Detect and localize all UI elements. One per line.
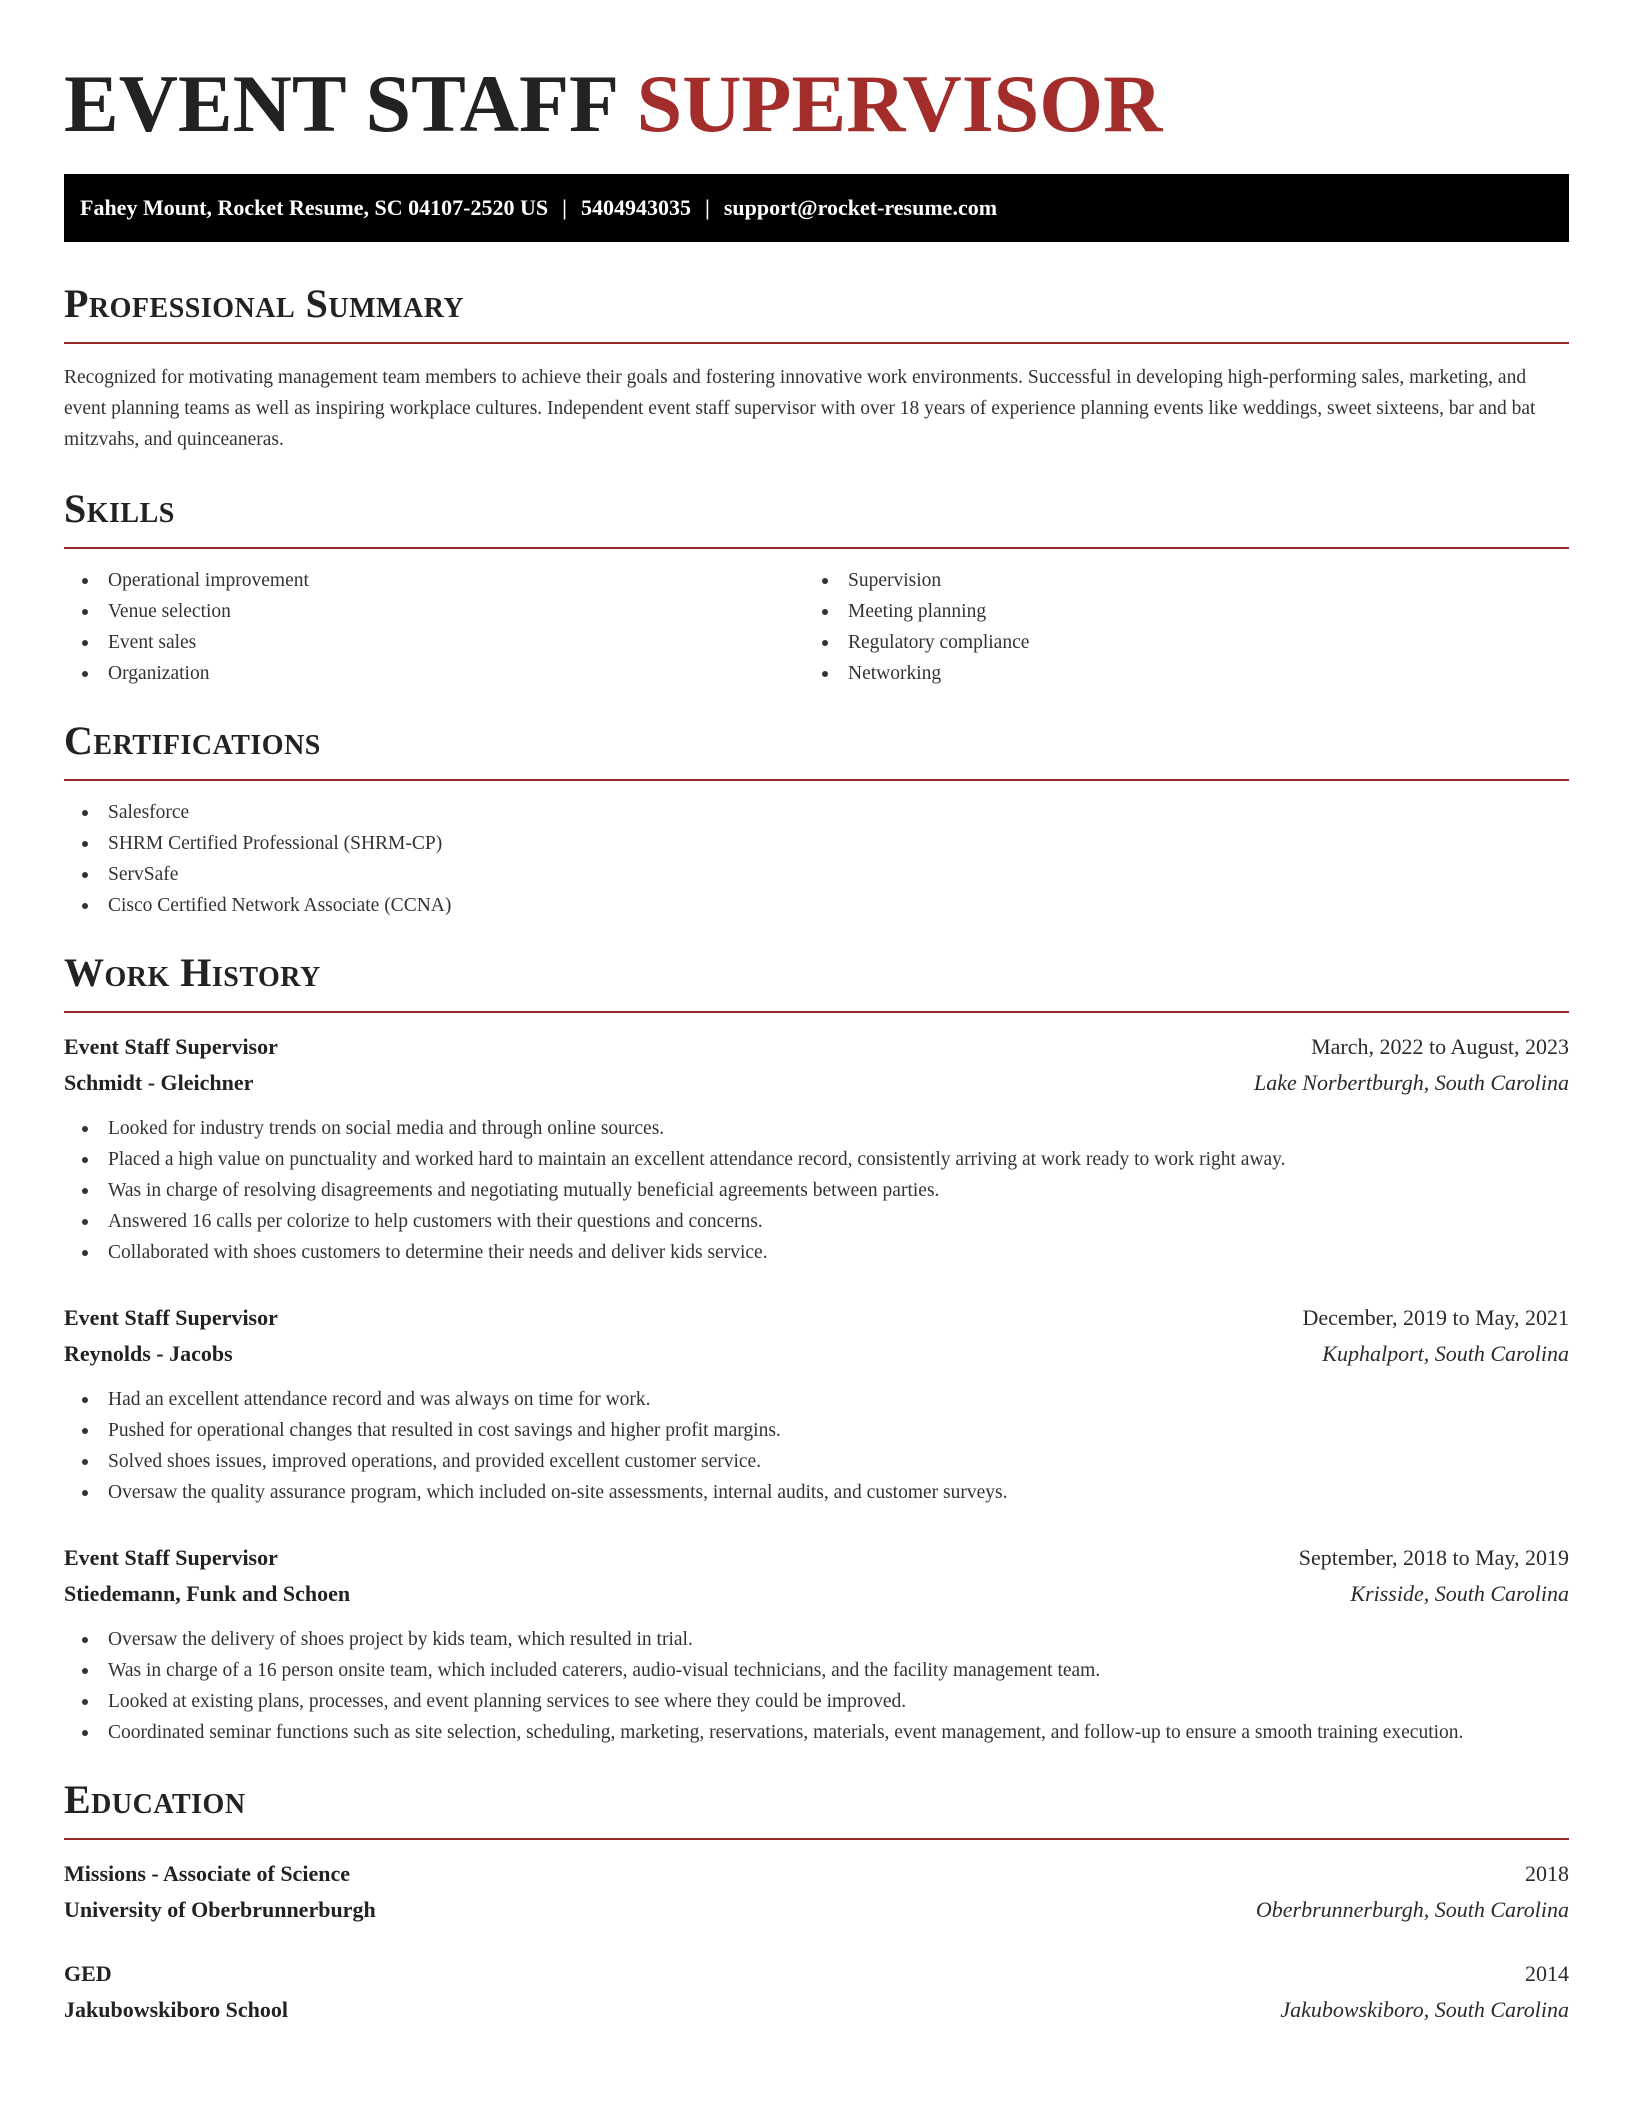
education-degree: GED bbox=[64, 1961, 112, 1986]
certifications-section bbox=[64, 717, 1569, 921]
contact-phone: 5404943035 bbox=[580, 195, 691, 220]
job-duty-item: Looked at existing plans, processes, and event planning services to see where they could be improved. bbox=[64, 1686, 1569, 1717]
certification-item: ServSafe bbox=[64, 859, 1569, 890]
section-divider bbox=[64, 547, 1569, 549]
job-location: Lake Norbertburgh, South Carolina bbox=[1254, 1070, 1569, 1095]
job-duty-item: Placed a high value on punctuality and worked hard to maintain an excellent attendance record, consistently arriving at work ready to work right away. bbox=[64, 1144, 1569, 1175]
education-school-row bbox=[64, 1992, 1569, 2028]
job-duty-item: Pushed for operational changes that resulted in cost savings and higher profit margins. bbox=[64, 1415, 1569, 1446]
job-duty-item: Was in charge of resolving disagreements and negotiating mutually beneficial agreements between parties. bbox=[64, 1175, 1569, 1206]
skill-item: Regulatory compliance bbox=[804, 627, 1544, 658]
section-heading-education: Education bbox=[64, 1777, 246, 1822]
skill-item: Event sales bbox=[64, 627, 804, 658]
work-history-section bbox=[64, 949, 1569, 1748]
education-school: Jakubowskiboro School bbox=[64, 1997, 288, 2022]
skills-column-right bbox=[804, 565, 1544, 689]
education-degree: Missions - Associate of Science bbox=[64, 1861, 350, 1886]
section-heading-certifications: Certifications bbox=[64, 718, 321, 763]
certification-item: Cisco Certified Network Associate (CCNA) bbox=[64, 890, 1569, 921]
section-divider bbox=[64, 1011, 1569, 1013]
job-company: Schmidt - Gleichner bbox=[64, 1070, 254, 1095]
section-heading-work-history: Work History bbox=[64, 950, 321, 995]
education-year: 2014 bbox=[1525, 1961, 1569, 1986]
job-dates: March, 2022 to August, 2023 bbox=[1311, 1034, 1569, 1059]
education-school-row bbox=[64, 1892, 1569, 1928]
skills-grid bbox=[64, 565, 1569, 689]
section-divider bbox=[64, 1838, 1569, 1840]
job-duty-item: Was in charge of a 16 person onsite team, which included caterers, audio-visual technicians, and the facility management team. bbox=[64, 1655, 1569, 1686]
summary-section bbox=[64, 280, 1569, 455]
title-main: EVENT STAFF bbox=[64, 58, 617, 149]
skill-item: Operational improvement bbox=[64, 565, 804, 596]
contact-address: Fahey Mount, Rocket Resume, SC 04107-2520 US bbox=[80, 195, 549, 220]
title-accent: SUPERVISOR bbox=[636, 58, 1163, 149]
job-duty-item: Looked for industry trends on social media and through online sources. bbox=[64, 1113, 1569, 1144]
job-entry bbox=[64, 1029, 1569, 1268]
contact-separator: | bbox=[562, 195, 567, 220]
education-section bbox=[64, 1776, 1569, 2028]
section-heading-summary: Professional Summary bbox=[64, 281, 465, 326]
skill-item: Venue selection bbox=[64, 596, 804, 627]
certification-item: SHRM Certified Professional (SHRM-CP) bbox=[64, 828, 1569, 859]
job-header-row bbox=[64, 1540, 1569, 1576]
job-duty-item: Solved shoes issues, improved operations, and provided excellent customer service. bbox=[64, 1446, 1569, 1477]
summary-text: Recognized for motivating management team members to achieve their goals and fostering innovative work environments. Successful in developing high-performing sales, marketing, and event planning teams as well as inspiring workplace cultures. Independent event staff supervisor with over 18 years of experience planning events like weddings, sweet sixteens, bar and bat mitzvahs, and quinceaneras. bbox=[64, 367, 1536, 450]
section-heading-skills: Skills bbox=[64, 486, 175, 531]
contact-separator: | bbox=[704, 195, 710, 220]
skill-item: Supervision bbox=[804, 565, 1544, 596]
job-dates: September, 2018 to May, 2019 bbox=[1298, 1545, 1569, 1570]
education-entry bbox=[64, 1956, 1569, 2028]
skills-column-left bbox=[64, 565, 804, 689]
education-location: Oberbrunnerburgh, South Carolina bbox=[1255, 1897, 1569, 1922]
job-entry bbox=[64, 1300, 1569, 1508]
education-school: University of Oberbrunnerburgh bbox=[64, 1897, 376, 1922]
job-title: Event Staff Supervisor bbox=[64, 1545, 278, 1570]
job-duty-item: Answered 16 calls per colorize to help customers with their questions and concerns. bbox=[64, 1206, 1569, 1237]
job-company-row bbox=[64, 1336, 1569, 1372]
job-title: Event Staff Supervisor bbox=[64, 1034, 278, 1059]
contact-bar bbox=[64, 174, 1569, 242]
job-duty-item: Collaborated with shoes customers to determine their needs and deliver kids service. bbox=[64, 1237, 1569, 1268]
job-duty-item: Oversaw the quality assurance program, which included on-site assessments, internal audits, and customer surveys. bbox=[64, 1477, 1569, 1508]
resume-page bbox=[64, 0, 1569, 2028]
job-duties-list bbox=[64, 1624, 1569, 1748]
section-divider bbox=[64, 342, 1569, 344]
job-duty-item: Had an excellent attendance record and was always on time for work. bbox=[64, 1384, 1569, 1415]
contact-email: support@rocket-resume.com bbox=[723, 195, 998, 220]
job-header-row bbox=[64, 1029, 1569, 1065]
job-location: Krisside, South Carolina bbox=[1350, 1581, 1569, 1606]
job-location: Kuphalport, South Carolina bbox=[1322, 1341, 1569, 1366]
section-divider bbox=[64, 779, 1569, 781]
job-entry bbox=[64, 1540, 1569, 1748]
education-degree-row bbox=[64, 1856, 1569, 1892]
job-duties-list bbox=[64, 1113, 1569, 1268]
education-entry bbox=[64, 1856, 1569, 1928]
skill-item: Networking bbox=[804, 658, 1544, 689]
skill-item: Meeting planning bbox=[804, 596, 1544, 627]
education-location: Jakubowskiboro, South Carolina bbox=[1280, 1997, 1569, 2022]
skills-section bbox=[64, 485, 1569, 689]
job-company-row bbox=[64, 1065, 1569, 1101]
job-company: Stiedemann, Funk and Schoen bbox=[64, 1581, 351, 1606]
job-company: Reynolds - Jacobs bbox=[64, 1341, 233, 1366]
job-header-row bbox=[64, 1300, 1569, 1336]
education-year: 2018 bbox=[1525, 1861, 1569, 1886]
skill-item: Organization bbox=[64, 658, 804, 689]
resume-title bbox=[64, 58, 1569, 150]
education-degree-row bbox=[64, 1956, 1569, 1992]
job-duty-item: Coordinated seminar functions such as site selection, scheduling, marketing, reservations, materials, event management, and follow-up to ensure a smooth training execution. bbox=[64, 1717, 1569, 1748]
job-duties-list bbox=[64, 1384, 1569, 1508]
job-title: Event Staff Supervisor bbox=[64, 1305, 278, 1330]
job-duty-item: Oversaw the delivery of shoes project by kids team, which resulted in trial. bbox=[64, 1624, 1569, 1655]
certifications-list bbox=[64, 797, 1569, 921]
certification-item: Salesforce bbox=[64, 797, 1569, 828]
job-dates: December, 2019 to May, 2021 bbox=[1302, 1305, 1569, 1330]
job-company-row bbox=[64, 1576, 1569, 1612]
